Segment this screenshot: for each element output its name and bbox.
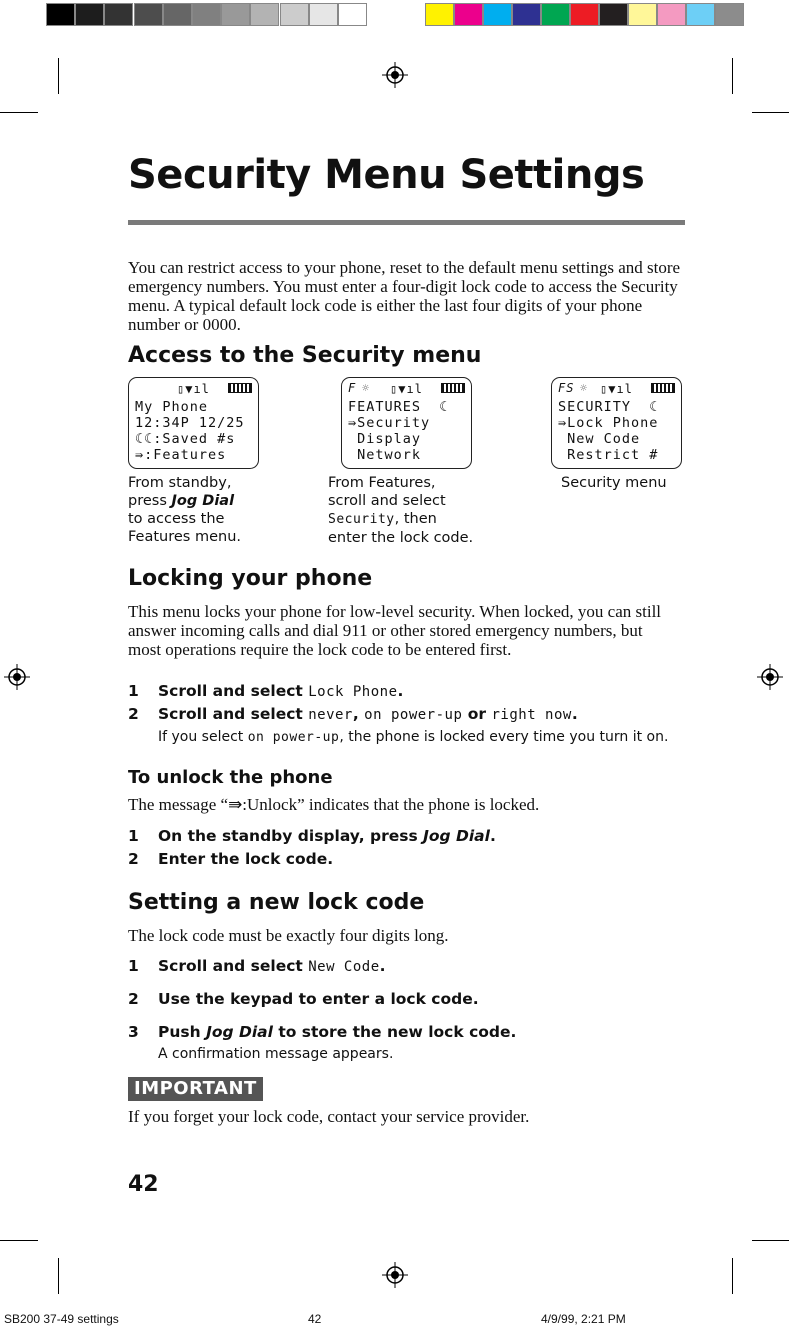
lcd-line: 12:34P 12/25 <box>135 415 245 431</box>
battery-icon <box>441 383 465 393</box>
gray-swatch <box>46 3 75 26</box>
lcd-line: ☾☾:Saved #s <box>135 431 236 447</box>
unlock-heading: To unlock the phone <box>128 767 333 788</box>
signal-icon: ▯▼ıl <box>177 382 210 396</box>
lcd-line: ⇛Lock Phone <box>558 415 659 431</box>
color-swatch <box>512 3 541 26</box>
footer-file-name: SB200 37-49 settings <box>4 1312 119 1326</box>
menu-indicator: FS <box>558 381 575 395</box>
option-never: never <box>308 707 353 723</box>
caption-line: to access the <box>128 511 225 527</box>
locking-heading: Locking your phone <box>128 566 373 591</box>
caption-line: scroll and select <box>328 493 446 509</box>
important-text: If you forget your lock code, contact your service provider. <box>128 1107 530 1126</box>
color-swatch <box>628 3 657 26</box>
color-swatch <box>686 3 715 26</box>
footer-page-number: 42 <box>308 1312 322 1326</box>
footer-timestamp: 4/9/99, 2:21 PM <box>541 1312 626 1326</box>
crop-mark <box>0 1240 38 1241</box>
menu-indicator: F <box>348 381 357 395</box>
caption-line: press Jog Dial <box>128 493 235 509</box>
lcd-line: ⇛:Features <box>135 447 227 463</box>
lcd-screen-features <box>341 377 472 469</box>
screen-caption-features <box>328 474 528 547</box>
locking-note: If you select on power-up, the phone is locked every time you turn it on. <box>158 729 669 745</box>
lcd-screen-security <box>551 377 682 469</box>
new-code-paragraph: The lock code must be exactly four digits long. <box>128 926 449 945</box>
gray-swatch <box>309 3 338 26</box>
color-swatch <box>425 3 454 26</box>
registration-mark-icon <box>4 664 30 690</box>
crop-mark <box>732 1258 733 1294</box>
caption-line: Security, then <box>328 511 437 527</box>
lcd-line: ⇛Security <box>348 415 431 431</box>
lcd-line: FEATURES ☾ <box>348 399 449 415</box>
caption-line: Features menu. <box>128 529 241 545</box>
menu-item-new-code: New Code <box>308 959 380 975</box>
crop-mark <box>752 112 789 113</box>
access-heading: Access to the Security menu <box>128 343 482 368</box>
lcd-line: Display <box>348 431 422 447</box>
caption-line: Security menu <box>561 475 667 491</box>
color-swatch <box>541 3 570 26</box>
crop-mark <box>58 58 59 94</box>
screen-caption-security <box>561 474 701 492</box>
signal-icon: ▯▼ıl <box>600 382 633 396</box>
important-label: IMPORTANT <box>128 1077 263 1101</box>
battery-icon <box>228 383 252 393</box>
gray-swatch <box>192 3 221 26</box>
crop-mark <box>58 1258 59 1294</box>
lcd-line: My Phone <box>135 399 209 415</box>
registration-mark-icon <box>382 62 408 88</box>
gray-swatch <box>221 3 250 26</box>
crop-mark <box>752 1240 789 1241</box>
gray-swatch <box>104 3 133 26</box>
option-on-power-up: on power-up <box>364 707 463 723</box>
registration-mark-icon <box>382 1262 408 1288</box>
blink-icon: ☼ <box>362 381 371 395</box>
gray-swatch <box>250 3 279 26</box>
caption-line: From standby, <box>128 475 232 491</box>
gray-swatch <box>75 3 104 26</box>
registration-mark-icon <box>757 664 783 690</box>
lcd-line: Restrict # <box>558 447 659 463</box>
jog-dial-label: Jog Dial <box>171 493 235 509</box>
color-swatch <box>483 3 512 26</box>
gray-swatch <box>163 3 192 26</box>
lcd-status-bar <box>348 382 465 396</box>
lcd-screen-standby <box>128 377 259 469</box>
signal-icon: ▯▼ıl <box>390 382 423 396</box>
jog-dial-label: Jog Dial <box>423 827 490 845</box>
gray-swatch <box>134 3 163 26</box>
new-code-step-3-note: A confirmation message appears. <box>158 1046 394 1062</box>
page-title: Security Menu Settings <box>128 152 645 198</box>
caption-line: From Features, <box>328 475 436 491</box>
jog-dial-label: Jog Dial <box>206 1023 273 1041</box>
gray-swatch <box>338 3 367 26</box>
caption-line: enter the lock code. <box>328 530 474 546</box>
lcd-status-bar <box>135 382 252 396</box>
unlock-paragraph: The message “⇛:Unlock” indicates that the phone is locked. <box>128 795 540 814</box>
intro-paragraph: You can restrict access to your phone, reset to the default menu settings and store emergency numbers. You must enter a four-digit lock code to access the Security menu. A typical default lock code is either the last four digits of your phone number or 0000. <box>128 258 681 334</box>
crop-mark <box>732 58 733 94</box>
option-right-now: right now <box>491 707 572 723</box>
battery-icon <box>651 383 675 393</box>
lcd-line: New Code <box>558 431 641 447</box>
color-swatch <box>657 3 686 26</box>
lcd-line: Network <box>348 447 422 463</box>
menu-item-lock-phone: Lock Phone <box>308 684 398 700</box>
lcd-status-bar <box>558 382 675 396</box>
new-code-heading: Setting a new lock code <box>128 890 425 915</box>
color-swatch <box>454 3 483 26</box>
color-swatch <box>715 3 744 26</box>
page-number: 42 <box>128 1172 159 1197</box>
color-swatch <box>599 3 628 26</box>
locking-paragraph: This menu locks your phone for low-level security. When locked, you can still answer incoming calls and dial 911 or other stored emergency numbers, but most operations require the lock code to be entered first. <box>128 602 662 659</box>
title-rule <box>128 220 685 225</box>
lcd-line: SECURITY ☾ <box>558 399 659 415</box>
blink-icon: ☼ <box>580 381 589 395</box>
color-swatch <box>570 3 599 26</box>
crop-mark <box>0 112 38 113</box>
screen-caption-standby <box>128 474 318 546</box>
gray-swatch <box>280 3 309 26</box>
